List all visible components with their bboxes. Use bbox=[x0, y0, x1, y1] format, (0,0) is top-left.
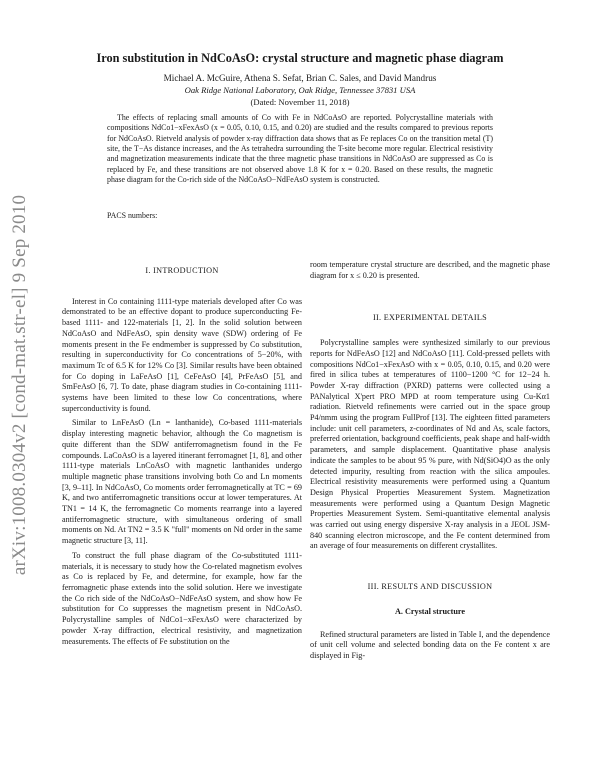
right-column bbox=[310, 260, 550, 662]
abstract: The effects of replacing small amounts of Co with Fe in NdCoAsO are reported. Polycrystalline materials with compositions NdCo1−xFexAsO (x = 0.05, 0.10, 0.15, and 0.20) are studied and the results compared to previous reports for NdCoAsO. Rietveld analysis of powder x-ray diffraction data shows that as Fe replaces Co on the transition metal (T) site, the T−As distance increases, and the As tetrahedra surrounding the T-site become more regular. Electrical resistivity and magnetization measurements indicate that the three magnetic phase transitions in NdCoAsO are suppressed as Co is replaced by Fe, and these transitions are not observed above 1.8 K for x = 0.20. Based on these results, the magnetic phase diagram for the Co-rich side of the NdCoAsO−NdFeAsO system is constructed. bbox=[107, 113, 493, 185]
pacs-numbers: PACS numbers: bbox=[107, 211, 158, 220]
intro-paragraph: Interest in Co containing 1111-type materials developed after Co was demonstrated to be an effective dopant to produce superconducting Fe-based 1111- and 122-materials [1, 2]. In the solid solution between NdCoAsO and NdFeAsO, spin density wave (SDW) ordering of Fe moments present in the Fe endmember is suppressed by Co substitution, resulting in superconductivity for Co concentrations of 5−20%, with maximum Tc of 6.5 K for 12% Co [3]. Similar results have been obtained for Co doping in LaFeAsO [1], CeFeAsO [4], PrFeAsO [5], and SmFeAsO [6, 7]. To date, phase diagram studies in Co-containing 1111-systems have been limited to these low Co concentrations, where superconductivity is found. bbox=[62, 296, 302, 413]
date-line: (Dated: November 11, 2018) bbox=[250, 97, 350, 107]
affiliation: Oak Ridge National Laboratory, Oak Ridge, Tennessee 37831 USA bbox=[184, 85, 416, 95]
subsection-heading-crystal-structure: A. Crystal structure bbox=[394, 606, 466, 616]
intro-paragraph: To construct the full phase diagram of the Co-substituted 1111-materials, it is necessary to study how the Co-related magnetism evolves as Co is replaced by Fe, and determine, for example, how far the ferromagnetic phase extends into the solid solution. Here we investigate the Co rich side of the NdCoAsO−NdFeAsO system, and show how Fe substitution for Co suppresses the magnetism present in NdCoAsO. Polycrystalline samples of NdCo1−xFexAsO were characterized by powder X-ray diffraction, electrical resistivity, and magnetization measurements. The effects of Fe substitution on the bbox=[62, 550, 302, 646]
intro-continuation: room temperature crystal structure are described, and the magnetic phase diagram for x ≤ 0.20 is presented. bbox=[310, 260, 550, 280]
experimental-paragraph: Polycrystalline samples were synthesized similarly to our previous reports for NdFeAsO [12] and NdCoAsO [11]. Cold-pressed pellets with compositions NdCo1−xFexAsO with x = 0.05, 0.10, 0.15, and 0.20 were fired in silica tubes at temperatures of 1100−1200 °C for 12−24 h. Powder X-ray diffraction (PXRD) patterns were collected using a PANalytical X'pert PRO MPD at room temperature using Cu-Kα1 radiation. Rietveld refinements were carried out in the space group P4/nmm using the program FullProf [13]. The eighteen fitted parameters include: unit cell parameters, z-coordinates of Nd and As, scale factors, preferred orientation, background coefficients, peak shape and half-width parameters, and sample displacement. Quantitative phase analysis indicate the samples to be about 95 % pure, with Nd(SiO4)O as the only detected impurity, resulting from reaction with the silica ampoules. Electrical resistivity measurements were performed using a Quantum Design Physical Properties Measurement System. Magnetization measurements were performed using a Quantum Design Magnetic Properties Measurement System. Semi-quantitative elemental analysis was carried out using energy dispersive X-ray analysis in a JEOL JSM-840 scanning electron microscope, and the Fe content determined from an average of four measurements on different crystallites. bbox=[310, 338, 550, 551]
paper-title: Iron substitution in NdCoAsO: crystal structure and magnetic phase diagram bbox=[96, 51, 504, 65]
crystal-paragraph: Refined structural parameters are listed in Table I, and the dependence of unit cell volume and selected bonding data on the Fe content x are displayed in Fig- bbox=[310, 629, 550, 660]
section-heading-results: III. RESULTS AND DISCUSSION bbox=[367, 582, 493, 592]
section-heading-introduction: I. INTRODUCTION bbox=[145, 266, 219, 275]
intro-paragraph: Similar to LnFeAsO (Ln = lanthanide), Co-based 1111-materials display interesting magnetic behavior, although the Co magnetism is quite different than the SDW antiferromagnetism found in the Fe compounds. LaCoAsO is a layered itinerant ferromagnet [1, 8], and other 1111-type materials LnCoAsO with magnetic lanthanides undergo multiple magnetic phase transitions involving both Co and Ln moments [3, 9–11]. In NdCoAsO, Co moments order ferromagnetically at TC = 69 K, and two antiferromagnetic transitions occur at lower temperatures. At TN1 = 14 K, the ferromagnetic Co moments rearrange into a layered antiferromagnetic structure, with simultaneous ordering of small moments on Nd. At TN2 = 3.5 K "full" moments on Nd order in the same magnetic structure [3, 11]. bbox=[62, 418, 302, 546]
arxiv-stamp: arXiv:1008.0304v2 [cond-mat.str-el] 9 Sep 2010 bbox=[9, 194, 30, 576]
author-list: Michael A. McGuire, Athena S. Sefat, Brian C. Sales, and David Mandrus bbox=[163, 73, 437, 83]
left-column bbox=[62, 266, 302, 647]
section-heading-experimental: II. EXPERIMENTAL DETAILS bbox=[372, 313, 488, 323]
